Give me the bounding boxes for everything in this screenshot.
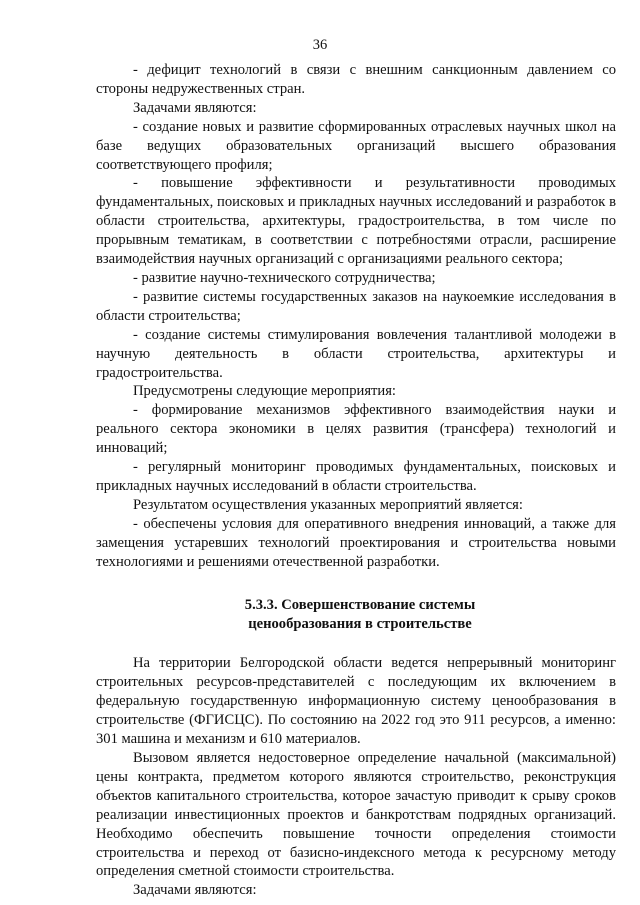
paragraph: - обеспечены условия для оперативного внедрения инноваций, а также для замещения устаревших технологий проектирования и строительства новыми технологиями и решениями отечественной разработки. [96,515,616,570]
paragraph: Задачами являются: [133,882,257,899]
paragraph: - дефицит технологий в связи с внешним санкционным давлением со стороны недружественных стран. [96,62,616,97]
paragraph: - повышение эффективности и результативности проводимых фундаментальных, поисковых и прикладных научных исследований и разработок в области строительства, архитектуры, градостроительства, в том числе по прорывным тематикам, в соответствии с потребностями отрасли, расширение взаимодействия научных организаций с организациями реального сектора; [96,175,616,268]
paragraph: Предусмотрены следующие мероприятия: [133,383,396,400]
paragraph: Задачами являются: [133,99,257,116]
paragraph: На территории Белгородской области ведется непрерывный мониторинг строительных ресурсов-представителей с последующим их включением в федеральную государственную информационную систему ценообразования в строительстве (ФГИСЦС). По состоянию на 2022 год это 911 ресурсов, а именно: 301 машина и механизм и 610 материалов. [96,655,616,748]
section-heading [96,596,616,634]
paragraph: - развитие системы государственных заказов на наукоемкие исследования в области строительства; [96,288,616,324]
section-heading-line: 5.3.3. Совершенствование системы [244,597,476,614]
paragraph: - развитие научно-технического сотрудничества; [133,269,436,286]
paragraph: - формирование механизмов эффективного взаимодействия науки и реального сектора экономики в целях развития (трансфера) технологий и инноваций; [96,402,616,457]
page-number: 36 [312,37,328,53]
paragraph: Вызовом является недостоверное определение начальной (максимальной) цены контракта, предметом которого являются строительство, реконструкция объектов капитального строительства, которое зачастую приводит к срыву сроков реализации инвестиционных проектов и банкротствам подрядных организаций. Необходимо обеспечить повышение точности определения стоимости строительства и переход от базисно-индексного метода к ресурсному методу определения сметной стоимости строительства. [96,750,616,880]
document-body [96,61,616,900]
paragraph: - регулярный мониторинг проводимых фундаментальных, поисковых и прикладных научных исследований в области строительства. [96,459,616,494]
paragraph: - создание системы стимулирования вовлечения талантливой молодежи в научную деятельность в области строительства, архитектуры и градостроительства. [96,326,616,381]
paragraph: - создание новых и развитие сформированных отраслевых научных школ на базе ведущих образовательных организаций высшего образования соответствующего профиля; [96,118,616,173]
section-heading-line: ценообразования в строительстве [248,616,472,633]
paragraph: Результатом осуществления указанных мероприятий является: [133,496,523,513]
